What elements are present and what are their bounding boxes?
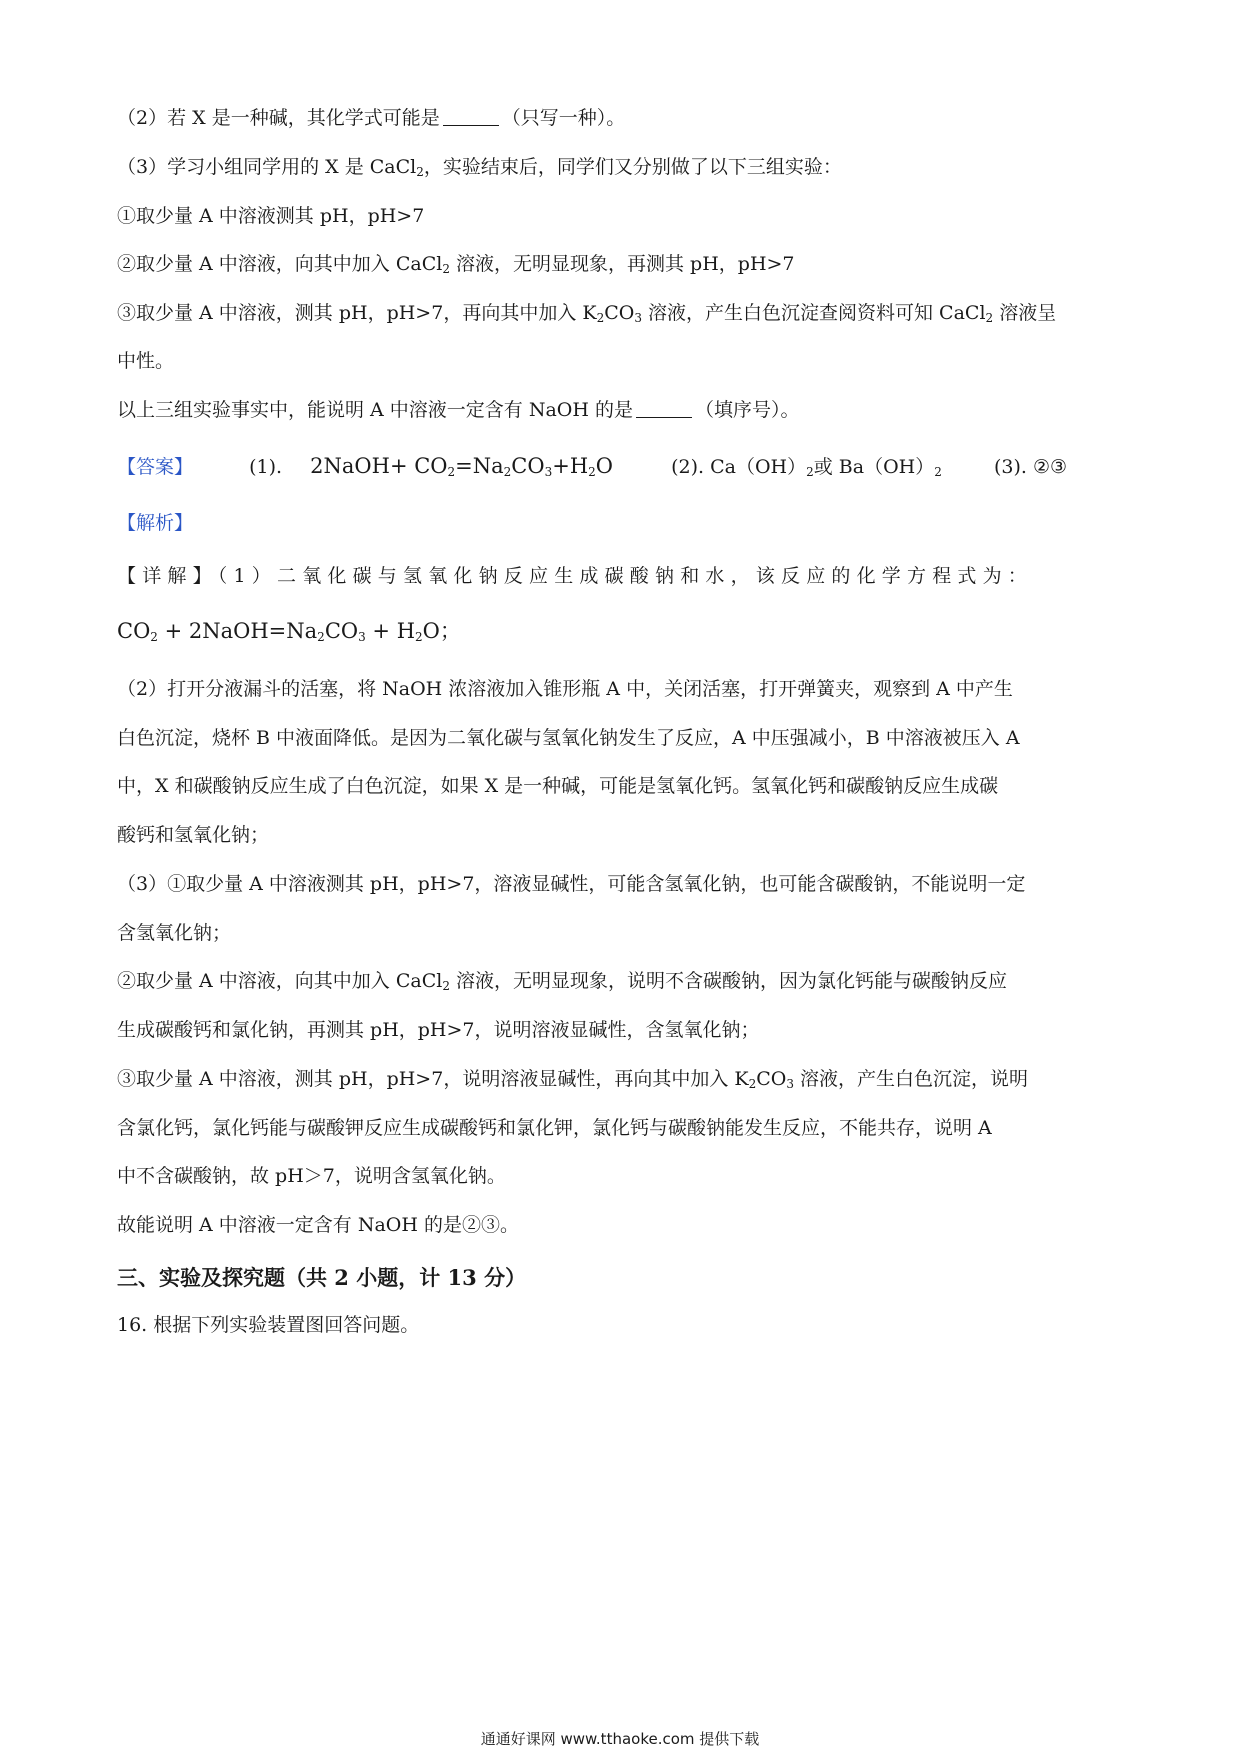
exp2-text: ②取少量 A 中溶液，向其中加入 CaCl [117,253,443,275]
exp3-text: CO [604,302,635,324]
answer-equation: 2NaOH+ $CO_2=Na_2CO_3+H_2O$ [310,454,613,479]
detail-line-1: 【详解】（1）二氧化碳与氢氧化钠反应生成碳酸钠和水，该反应的化学方程式为： [117,565,1033,587]
experiment-3-continued: 中性。 [117,350,175,372]
answer-blank [636,399,692,418]
paragraph-2-line-3: 中，X 和碳酸钠反应生成了白色沉淀，如果 X 是一种碱，可能是氢氧化钙。氢氧化钙和碳酸钠反应生成碳 [117,775,999,797]
q3-text: （3）学习小组同学用的 X 是 CaCl [117,156,417,178]
q2-line [117,105,625,131]
final-question-suffix: （填序号）。 [694,399,800,421]
final-question [117,397,800,423]
analysis-label: 【解析】 [117,512,194,534]
experiment-2 [117,251,795,277]
paragraph-4-line-2: 生成碳酸钙和氯化钠，再测其 pH，pH>7，说明溶液显碱性，含氢氧化钠； [117,1019,760,1041]
q3-line [117,154,842,180]
q2-suffix: （只写一种）。 [501,107,626,129]
subscript: 2 [416,165,424,179]
answer-line [117,453,1067,480]
paragraph-5-line-2: 含氯化钙，氯化钙能与碳酸钾反应生成碳酸钙和氯化钾，氯化钙与碳酸钠能发生反应，不能共存，说明 A [117,1117,992,1139]
experiment-3 [117,300,1056,326]
paragraph-4-line-1: ②取少量 A 中溶液，向其中加入 CaCl$_2$ 溶液，无明显现象，说明不含碳酸钠，因为氯化钙能与碳酸钠反应 [117,970,1008,993]
paragraph-5-line-3: 中不含碳酸钠，故 pH＞7，说明含氢氧化钠。 [117,1165,506,1187]
footer-source: 通通好课网 www.tthaoke.com 提供下载 [480,1730,760,1748]
answer-blank [443,107,499,126]
section-heading: 三、实验及探究题（共 2 小题，计 13 分） [117,1265,527,1290]
question-16: 16. 根据下列实验装置图回答问题。 [117,1314,420,1336]
paragraph-2-line-2: 白色沉淀，烧杯 B 中液面降低。是因为二氧化碳与氢氧化钠发生了反应，A 中压强减小，B 中溶液被压入 A [117,727,1020,749]
subscript: 2 [596,311,605,325]
answer-item-2: (2). $Ca(OH)_2$或 $Ba(OH)_2$ [671,456,942,479]
answer-item-1-num: (1). [249,456,283,478]
subscript: 2 [985,311,994,325]
q3-suffix: ，实验结束后，同学们又分别做了以下三组实验： [423,156,842,178]
exp2-text-end: 溶液，无明显现象，再测其 pH，pH>7 [449,253,795,275]
paragraph-5-line-1: ③取少量 A 中溶液，测其 pH，pH>7，说明溶液显碱性，再向其中加入 $K_2CO_3$ 溶液，产生白色沉淀，说明 [117,1068,1029,1091]
answer-label: 【答案】 [117,456,194,478]
conclusion: 故能说明 A 中溶液一定含有 NaOH 的是②③。 [117,1214,519,1236]
paragraph-2-line-1: （2）打开分液漏斗的活塞，将 NaOH 浓溶液加入锥形瓶 A 中，关闭活塞，打开弹簧夹，观察到 A 中产生 [117,678,1013,700]
answer-item-3: (3). ②③ [993,456,1068,478]
q2-text: （2）若 X 是一种碱，其化学式可能是 [117,107,440,129]
final-question-text: 以上三组实验事实中，能说明 A 中溶液一定含有 NaOH 的是 [117,399,633,421]
subscript: 3 [634,311,642,325]
subscript: 2 [442,262,450,276]
paragraph-3-line-1: （3）①取少量 A 中溶液测其 pH，pH>7，溶液显碱性，可能含氢氧化钠，也可能含碳酸钠，不能说明一定 [117,873,1026,895]
exp3-text: ③取少量 A 中溶液，测其 pH，pH>7，再向其中加入 K [117,302,597,324]
paragraph-2-line-4: 酸钙和氢氧化钠； [117,824,270,846]
detail-equation: $CO_2$ + $2NaOH=Na_2CO_3 + H_2O$； [117,619,461,644]
paragraph-3-line-2: 含氢氧化钠； [117,922,232,944]
exp3-text-end: 溶液呈 [993,302,1057,324]
experiment-1: ①取少量 A 中溶液测其 pH，pH>7 [117,205,425,227]
exp3-text: 溶液，产生白色沉淀查阅资料可知 CaCl [641,302,986,324]
